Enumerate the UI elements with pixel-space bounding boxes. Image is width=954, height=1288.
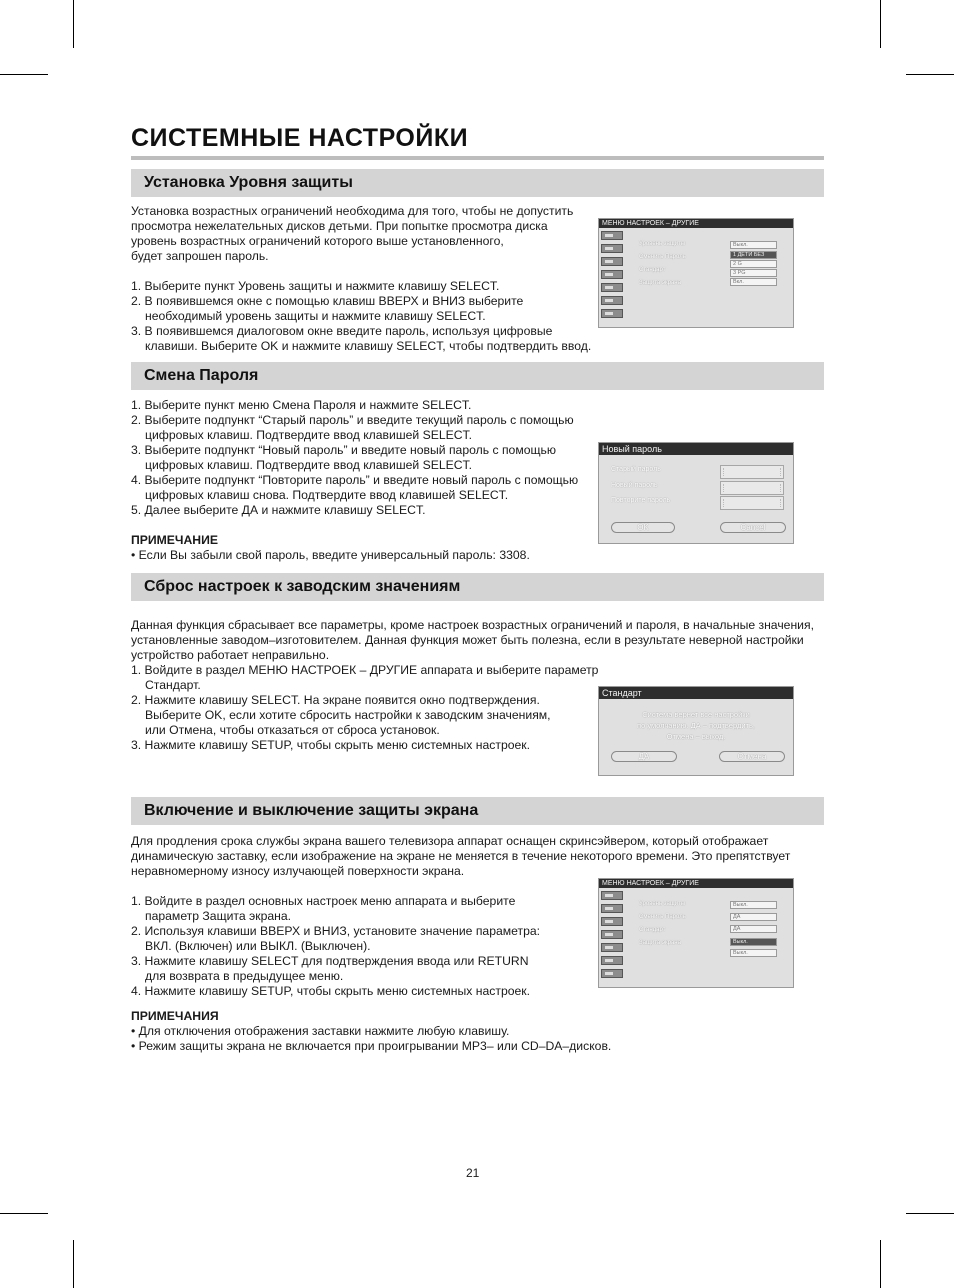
text-line: установленные заводом–изготовителем. Данная функция может быть полезна, если в результате неверной настройки <box>131 633 804 647</box>
section2-steps <box>131 398 578 563</box>
menu-row-protection-level: Уровень защиты <box>639 241 686 247</box>
cancel-button: Cancel <box>720 522 786 533</box>
step-line: 3. Выберите подпункт “Новый пароль” и введите новый пароль с помощью <box>131 443 557 457</box>
text-line: уровень возрастных ограничений которого выше установленного, <box>131 234 504 248</box>
step-line: 1. Выберите пункт меню Смена Пароля и нажмите SELECT. <box>131 398 472 412</box>
section1-intro <box>131 204 591 354</box>
step-line: параметр Защита экрана. <box>145 909 292 923</box>
step-line: 2. Используя клавиши ВВЕРХ и ВНИЗ, установите значение параметра: <box>131 924 541 938</box>
settings-menu-screen <box>598 218 794 328</box>
page-number: 21 <box>466 1166 480 1180</box>
text-line: устройство работает неправильно. <box>131 648 330 662</box>
crop-mark <box>0 1213 48 1214</box>
tv-icon <box>601 244 623 253</box>
tv-icon <box>601 904 623 913</box>
section-heading-change-password: Смена Пароля <box>131 362 824 390</box>
dvd-icon <box>601 956 623 965</box>
repeat-password-field <box>720 496 784 510</box>
antenna-icon <box>601 309 623 318</box>
step-line: Выберите OK, если хотите сбросить настройки к заводским значениям, <box>145 708 551 722</box>
section-heading-screensaver: Включение и выключение защиты экрана <box>131 797 824 825</box>
crop-mark <box>0 74 48 75</box>
old-password-label: Старый пароль <box>611 466 661 473</box>
antenna-icon <box>601 969 623 978</box>
menu-row-default: Стандарт <box>639 267 666 273</box>
new-password-label: Новый пароль <box>611 482 658 489</box>
menu-row-default: Стандарт <box>639 927 666 933</box>
audio-icon <box>601 270 623 279</box>
crop-mark <box>880 1240 881 1288</box>
old-password-field <box>720 465 784 479</box>
step-line: для возврата в предыдущее меню. <box>145 969 344 983</box>
screen-header: Новый пароль <box>599 443 793 455</box>
step-line: цифровых клавиш. Подтвердите ввод клавишей SELECT. <box>145 458 473 472</box>
value-box-selected: Выкл. <box>730 938 777 946</box>
speaker-icon <box>601 917 623 926</box>
section-heading-protection-level: Установка Уровня защиты <box>131 169 824 197</box>
text-line: неравномерному износу излучающей поверхности экрана. <box>131 864 465 878</box>
step-line: 1. Войдите в раздел основных настроек меню аппарата и выберите <box>131 894 516 908</box>
crop-mark <box>73 0 74 48</box>
menu-row-screensaver: Защита экрана <box>639 940 681 946</box>
step-line: 3. Нажмите клавишу SETUP, чтобы скрыть меню системных настроек. <box>131 738 531 752</box>
confirm-message-line: Отмена – выход. <box>666 732 726 741</box>
text-line: динамическую заставку, если изображение на экране не меняется в течение некоторого времени. Это препятствует <box>131 849 791 863</box>
text-line: Для продления срока службы экрана вашего телевизора аппарат оснащен скринсэйвером, который отображает <box>131 834 769 848</box>
step-line: 3. Нажмите клавишу SELECT для подтверждения ввода или RETURN <box>131 954 529 968</box>
step-line: 4. Нажмите клавишу SETUP, чтобы скрыть меню системных настроек. <box>131 984 531 998</box>
value-box: ДА <box>730 925 777 933</box>
text-line: будет запрошен пароль. <box>131 249 269 263</box>
menu-row-change-password: Сменить Пароль <box>639 254 686 260</box>
disc-icon <box>601 891 623 900</box>
crop-mark <box>906 74 954 75</box>
value-box-selected: 1 ДЕТИ БЕЗ <box>730 251 777 259</box>
step-line: 3. В появившемся диалоговом окне введите пароль, используя цифровые <box>131 324 553 338</box>
confirm-message-line: Система вернет все настройки <box>642 710 750 719</box>
step-line: 4. Выберите подпункт “Повторите пароль” и введите новый пароль с помощью <box>131 473 579 487</box>
disc-icon <box>601 231 623 240</box>
globe-lock-icon <box>601 943 623 952</box>
step-line: 2. В появившемся окне с помощью клавиш ВВЕРХ и ВНИЗ выберите <box>131 294 524 308</box>
settings-menu-screen-2 <box>598 878 794 988</box>
cancel-button: Отмена <box>719 751 785 762</box>
step-line: 2. Нажмите клавишу SELECT. На экране появится окно подтверждения. <box>131 693 540 707</box>
screen-header: Стандарт <box>599 687 793 699</box>
crop-mark <box>73 1240 74 1288</box>
step-line: Стандарт. <box>145 678 201 692</box>
menu-row-change-password: Сменить Пароль <box>639 914 686 920</box>
step-line: клавиши. Выберите OK и нажмите клавишу SELECT, чтобы подтвердить ввод. <box>145 339 592 353</box>
step-line: 2. Выберите подпункт “Старый пароль” и введите текущий пароль с помощью <box>131 413 574 427</box>
text-line: просмотра нежелательных дисков детьми. При попытке просмотра диска <box>131 219 548 233</box>
page-title: СИСТЕМНЫЕ НАСТРОЙКИ <box>131 124 469 152</box>
text-line: Данная функция сбрасывает все параметры, кроме настроек возрастных ограничений и пароля, в начальные значения, <box>131 618 814 632</box>
step-line: ВКЛ. (Включен) или ВЫКЛ. (Выключен). <box>145 939 371 953</box>
crop-mark <box>906 1213 954 1214</box>
section-heading-factory-reset: Сброс настроек к заводским значениям <box>131 573 824 601</box>
notes-heading: ПРИМЕЧАНИЯ <box>131 1009 219 1023</box>
screen-header: МЕНЮ НАСТРОЕК – ДРУГИЕ <box>599 879 793 888</box>
new-password-field <box>720 481 784 495</box>
note-line: • Для отключения отображения заставки нажмите любую клавишу. <box>131 1024 510 1038</box>
value-box: Выкл. <box>730 949 777 957</box>
value-box: Выкл. <box>730 901 777 909</box>
step-line: цифровых клавиш. Подтвердите ввод клавишей SELECT. <box>145 428 473 442</box>
note-line: • Режим защиты экрана не включается при проигрывании MP3– или CD–DA–дисков. <box>131 1039 612 1053</box>
menu-row-screensaver: Защита экрана <box>639 280 681 286</box>
value-box: 3 PG <box>730 269 777 277</box>
menu-icon-column <box>600 889 625 982</box>
reset-confirm-screen <box>598 686 794 776</box>
step-line: цифровых клавиш снова. Подтвердите ввод клавишей SELECT. <box>145 488 509 502</box>
menu-icon-column <box>600 229 625 322</box>
step-line: 1. Выберите пункт Уровень защиты и нажмите клавишу SELECT. <box>131 279 500 293</box>
text-line: Установка возрастных ограничений необходима для того, чтобы не допустить <box>131 204 574 218</box>
note-line: • Если Вы забыли свой пароль, введите универсальный пароль: 3308. <box>131 548 530 562</box>
ok-button: OK <box>611 522 675 533</box>
crop-mark <box>880 0 881 48</box>
step-line: или Отмена, чтобы отказаться от сброса установок. <box>145 723 440 737</box>
title-rule <box>131 156 824 160</box>
menu-row-protection-level: Уровень защиты <box>639 901 686 907</box>
step-line: 5. Далее выберите ДА и нажмите клавишу SELECT. <box>131 503 426 517</box>
yes-button: ДА <box>611 751 677 762</box>
value-box: Выкл. <box>730 241 777 249</box>
speaker-icon <box>601 257 623 266</box>
step-line: необходимый уровень защиты и нажмите клавишу SELECT. <box>145 309 486 323</box>
repeat-password-label: Повторите пароль <box>611 497 671 504</box>
value-box: Вкл. <box>730 278 777 286</box>
note-heading: ПРИМЕЧАНИЕ <box>131 533 218 547</box>
value-box: ДА <box>730 913 777 921</box>
value-box: 2 G <box>730 260 777 268</box>
globe-lock-icon <box>601 283 623 292</box>
step-line: 1. Войдите в раздел МЕНЮ НАСТРОЕК – ДРУГИЕ аппарата и выберите параметр <box>131 663 599 677</box>
audio-icon <box>601 930 623 939</box>
dvd-icon <box>601 296 623 305</box>
screen-header: МЕНЮ НАСТРОЕК – ДРУГИЕ <box>599 219 793 228</box>
new-password-screen <box>598 442 794 544</box>
confirm-message-line: по умолчанию. ДА – подтвердить, <box>637 721 755 730</box>
